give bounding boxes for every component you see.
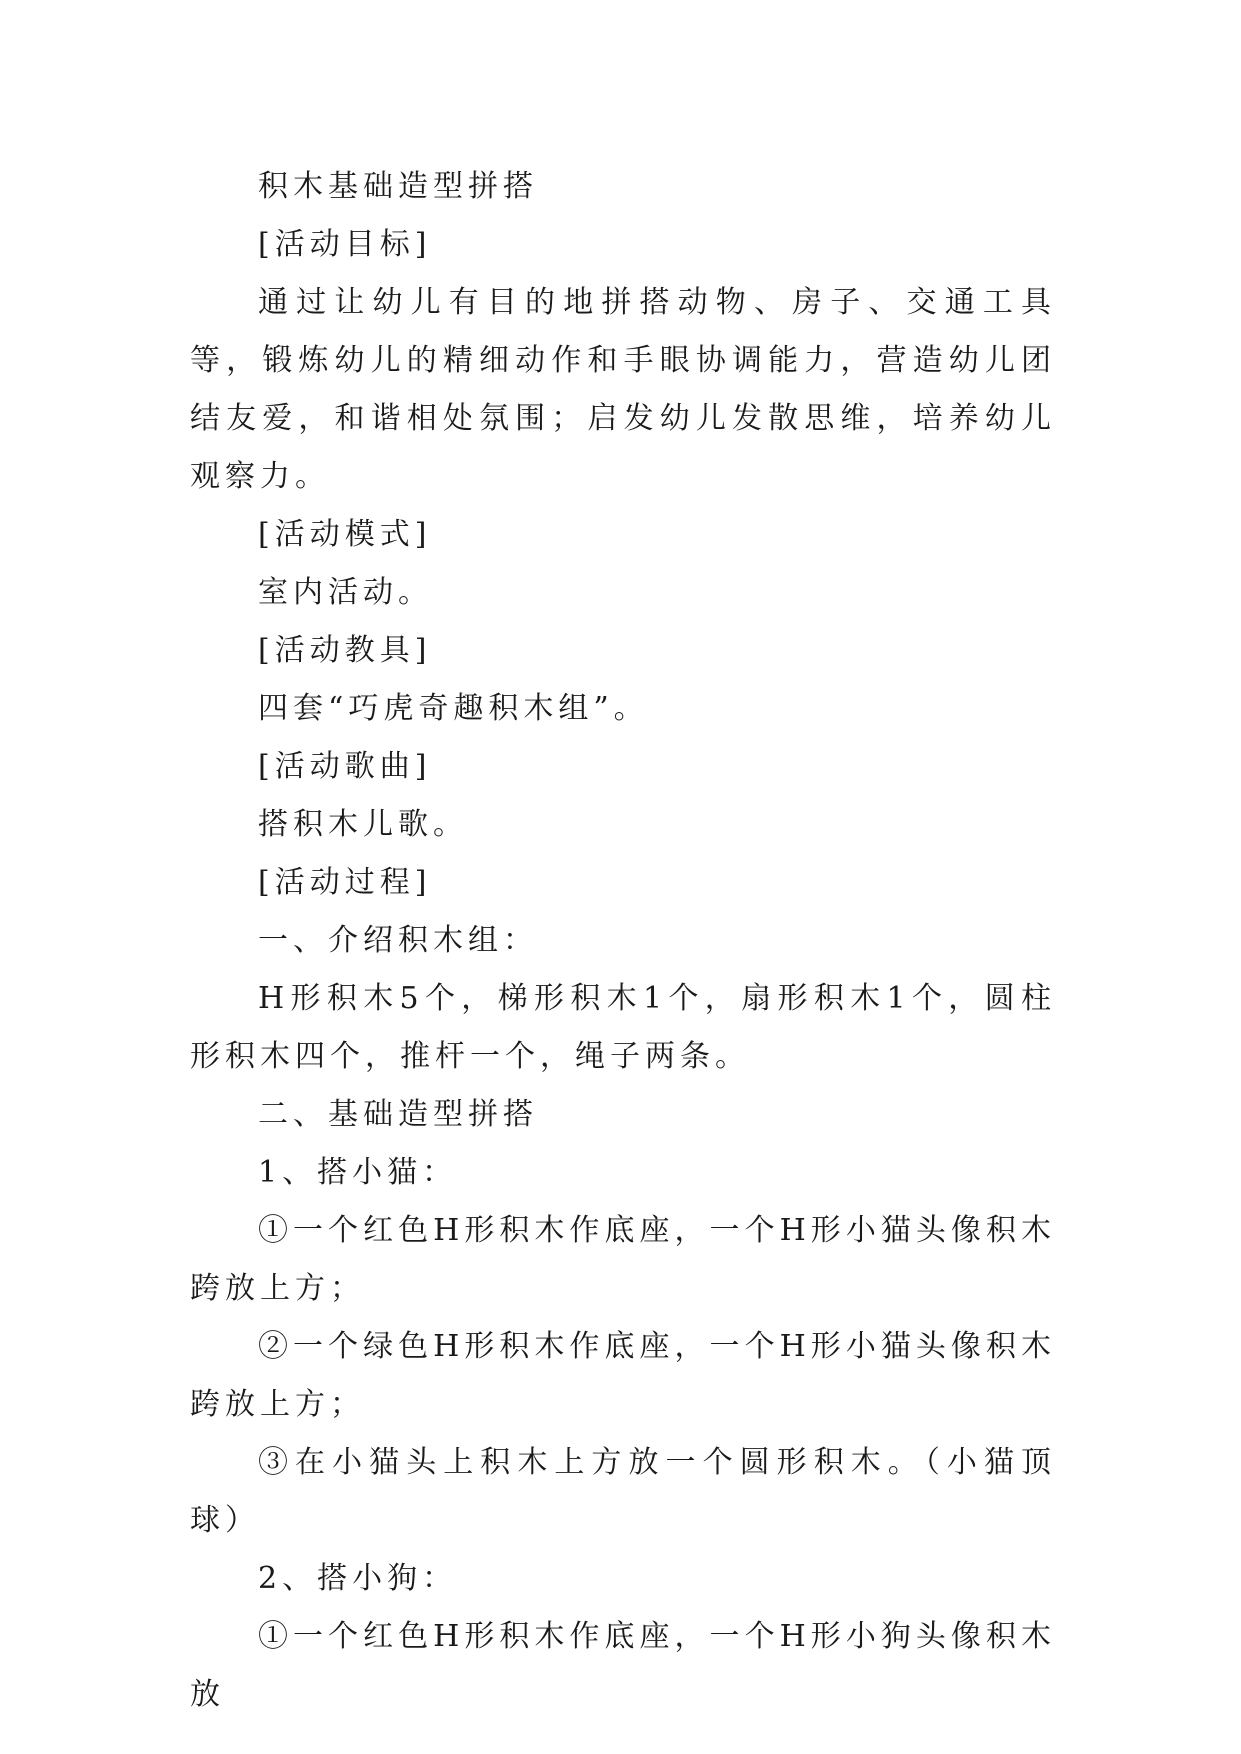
step1-paragraph: H形积木5个，梯形积木1个，扇形积木1个，圆柱形积木四个，推杆一个，绳子两条。 bbox=[190, 981, 1056, 1074]
cat-step-2: ②一个绿色H形积木作底座，一个H形小猫头像积木跨放上方； bbox=[190, 1329, 1056, 1422]
step2-title: 二、基础造型拼搭 bbox=[258, 1097, 538, 1132]
document-body bbox=[190, 158, 1056, 1724]
song-paragraph: 搭积木儿歌。 bbox=[258, 807, 468, 842]
step1-title: 一、介绍积木组： bbox=[258, 923, 538, 958]
goal-paragraph: 通过让幼儿有目的地拼搭动物、房子、交通工具等，锻炼幼儿的精细动作和手眼协调能力，营造幼儿团结友爱，和谐相处氛围；启发幼儿发散思维，培养幼儿观察力。 bbox=[190, 285, 1056, 494]
section-heading-tools: [活动教具] bbox=[258, 633, 432, 668]
dog-title: 2、搭小狗： bbox=[258, 1561, 458, 1596]
mode-paragraph: 室内活动。 bbox=[258, 575, 433, 610]
section-heading-mode: [活动模式] bbox=[258, 517, 432, 552]
cat-step-1: ①一个红色H形积木作底座，一个H形小猫头像积木跨放上方； bbox=[190, 1213, 1056, 1306]
cat-step-3: ③在小猫头上积木上方放一个圆形积木。（小猫顶球） bbox=[190, 1445, 1056, 1538]
document-title: 积木基础造型拼搭 bbox=[258, 169, 538, 204]
section-heading-goal: [活动目标] bbox=[258, 227, 432, 262]
cat-title: 1、搭小猫： bbox=[258, 1155, 458, 1190]
section-heading-process: [活动过程] bbox=[258, 865, 432, 900]
tools-paragraph: 四套“巧虎奇趣积木组”。 bbox=[258, 691, 649, 726]
section-heading-song: [活动歌曲] bbox=[258, 749, 432, 784]
dog-step-1: ①一个红色H形积木作底座，一个H形小狗头像积木放 bbox=[190, 1619, 1056, 1712]
